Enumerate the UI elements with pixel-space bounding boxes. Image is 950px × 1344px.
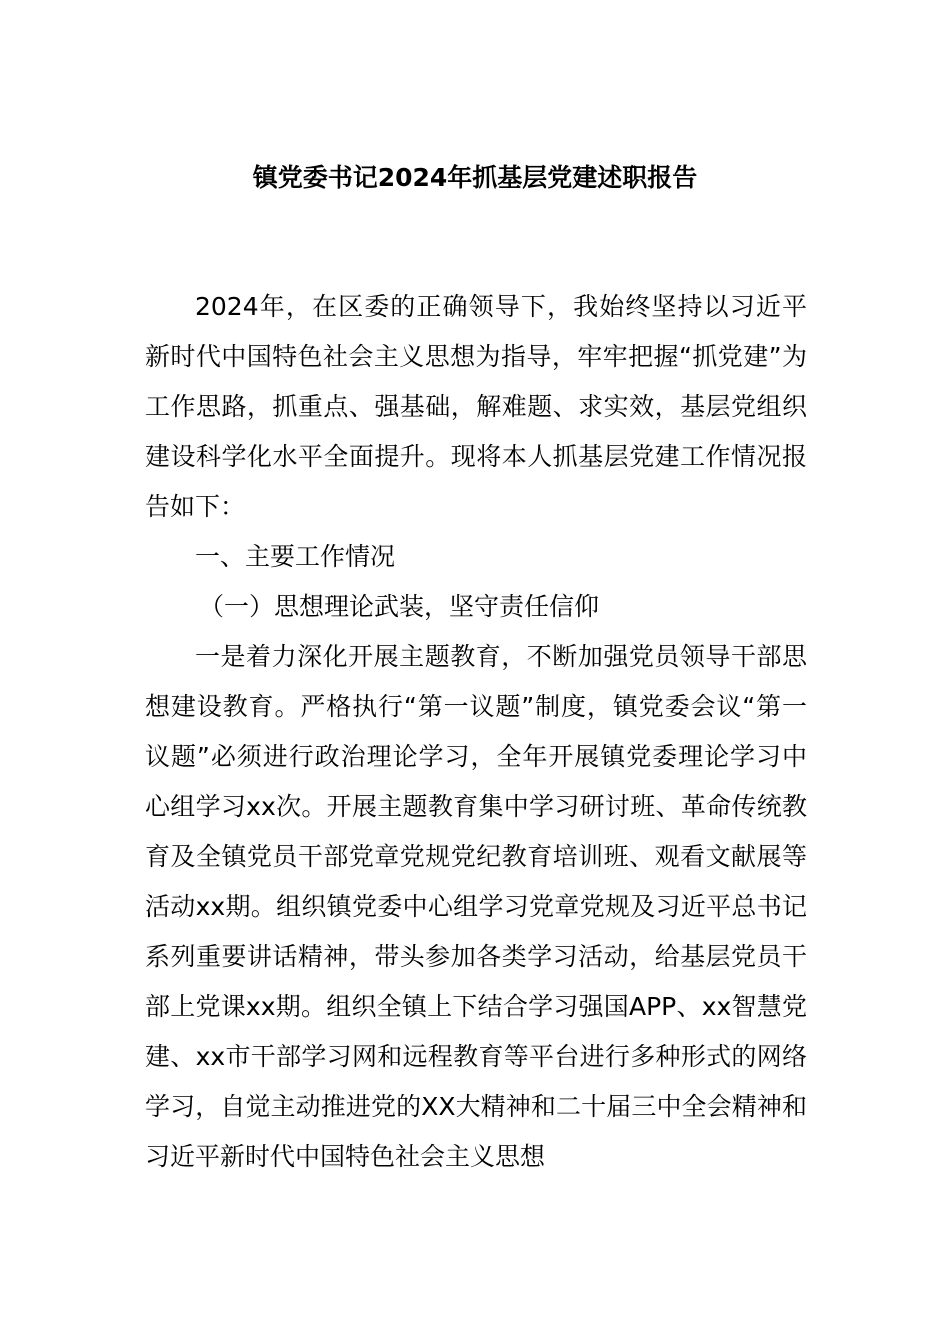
section-heading: 一、主要工作情况 [195, 542, 396, 571]
subsection-heading: （一）思想理论武装，坚守责任信仰 [199, 592, 600, 621]
document-title: 镇党委书记2024年抓基层党建述职报告 [252, 163, 698, 192]
document-body [145, 282, 807, 1182]
body-paragraph: 一是着力深化开展主题教育，不断加强党员领导干部思想建设教育。严格执行“第一议题”制度，镇党委会议“第一议题”必须进行政治理论学习，全年开展镇党委理论学习中心组学习xx次。开展主题教育集中学习研讨班、革命传统教育及全镇党员干部党章党规党纪教育培训班、观看文献展等活动xx期。组织镇党委中心组学习党章党规及习近平总书记系列重要讲话精神，带头参加各类学习活动，给基层党员干部上党课xx期。组织全镇上下结合学习强国APP、xx智慧党建、xx市干部学习网和远程教育等平台进行多种形式的网络学习，自觉主动推进党的XX大精神和二十届三中全会精神和习近平新时代中国特色社会主义思想 [145, 642, 807, 1171]
intro-paragraph: 2024年，在区委的正确领导下，我始终坚持以习近平新时代中国特色社会主义思想为指导，牢牢把握“抓党建”为工作思路，抓重点、强基础，解难题、求实效，基层党组织建设科学化水平全面提升。现将本人抓基层党建工作情况报告如下： [145, 292, 807, 521]
